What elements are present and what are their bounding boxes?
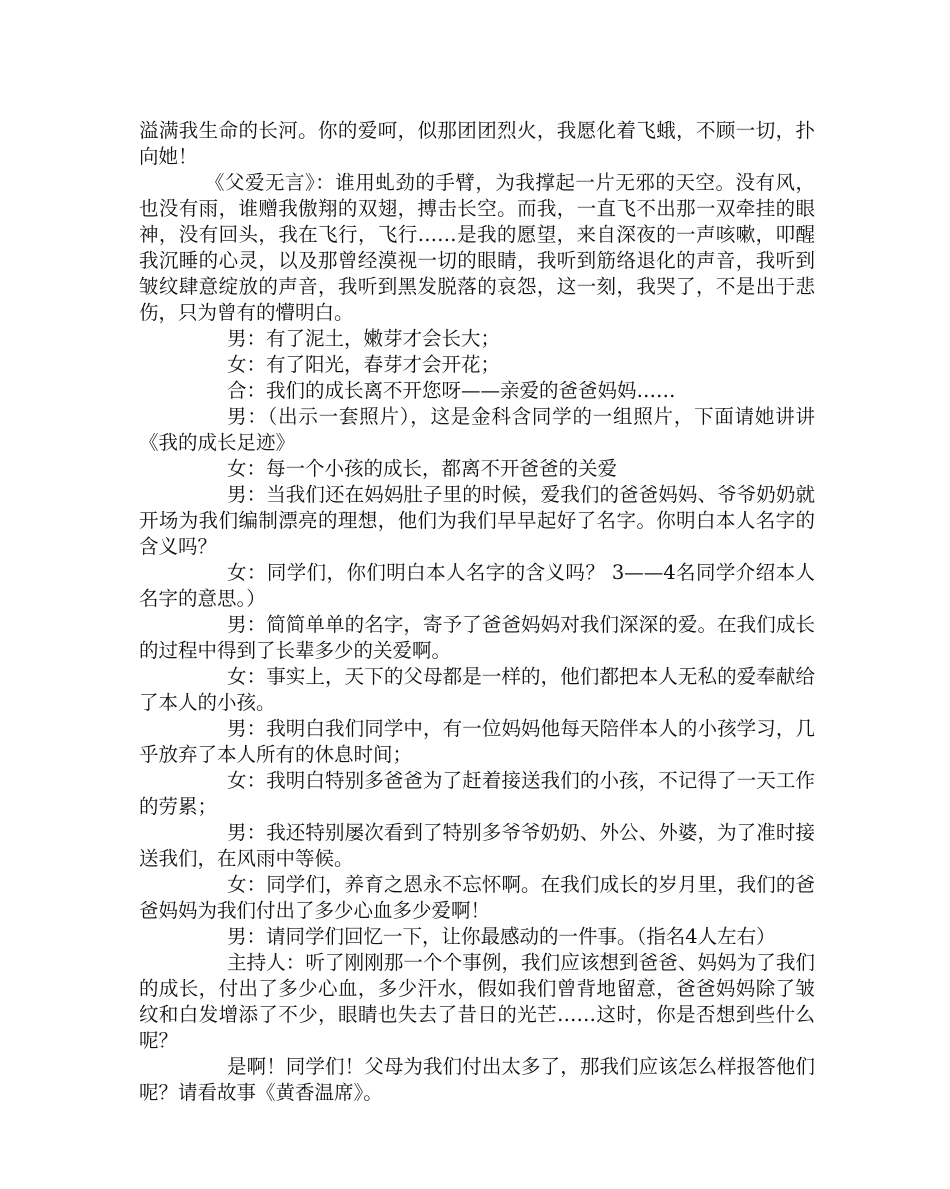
dialog-line-female-fathers: 女：我明白特别多爸爸为了赶着接送我们的小孩，不记得了一天工作的劳累；	[139, 769, 815, 818]
dialog-line-male-simple-names: 男：简简单单的名字，寄予了爸爸妈妈对我们深深的爱。在我们成长的过程中得到了长辈多少的关爱啊。	[139, 613, 815, 662]
dialog-line-male-grandparents: 男：我还特别屡次看到了特别多爷爷奶奶、外公、外婆，为了准时接送我们，在风雨中等候。	[139, 821, 815, 870]
dialog-line-female-name-meaning: 女：同学们，你们明白本人名字的含义吗？ 3——4名同学介绍本人名字的意思。）	[139, 561, 815, 610]
dialog-line-female-parents: 女：事实上，天下的父母都是一样的，他们都把本人无私的爱奉献给了本人的小孩。	[139, 665, 815, 714]
dialog-line-male-soil: 男：有了泥土，嫩芽才会长大；	[227, 327, 501, 350]
document-page	[139, 118, 815, 1106]
dialog-line-male-mother: 男：我明白我们同学中，有一位妈妈他每天陪伴本人的小孩学习，几乎放弃了本人所有的休息时间；	[139, 717, 815, 766]
dialog-line-male-names: 男：当我们还在妈妈肚子里的时候，爱我们的爸爸妈妈、爷爷奶奶就开场为我们编制漂亮的理想，他们为我们早早起好了名字。你明白本人名字的含义吗？	[139, 483, 815, 558]
dialog-line-male-recall: 男：请同学们回忆一下，让你最感动的一件事。（指名4人左右）	[227, 925, 776, 948]
paragraph-love-river: 溢满我生命的长河。你的爱呵，似那团团烈火，我愿化着飞蛾，不顾一切，扑向她！	[139, 119, 815, 168]
dialog-line-female-gratitude: 女：同学们，养育之恩永不忘怀啊。在我们成长的岁月里，我们的爸爸妈妈为我们付出了多少心血多少爱啊！	[139, 873, 815, 922]
dialog-line-female-father-care: 女：每一个小孩的成长，都离不开爸爸的关爱	[227, 457, 618, 480]
dialog-line-host: 主持人：听了刚刚那一个个事例，我们应该想到爸爸、妈妈为了我们的成长，付出了多少心血，多少汗水，假如我们曾背地留意，爸爸妈妈除了皱纹和白发增添了不少，眼睛也失去了昔日的光芒……这时，你是否想到些什么呢？	[139, 951, 815, 1052]
dialog-line-male-photos: 男：（出示一套照片），这是金科含同学的一组照片，下面请她讲讲《我的成长足迹》	[139, 405, 815, 454]
dialog-line-female-sunshine: 女：有了阳光，春芽才会开花；	[227, 353, 501, 376]
dialog-line-together: 合：我们的成长离不开您呀——亲爱的爸爸妈妈……	[227, 379, 676, 402]
paragraph-closing-story: 是啊！同学们！父母为我们付出太多了，那我们应该怎么样报答他们呢？请看故事《黄香温席》。	[139, 1055, 815, 1104]
paragraph-silent-father-love: 《父爱无言》：谁用虬劲的手臂，为我撑起一片无邪的天空。没有风，也没有雨，谁赠我傲翔的双翅，搏击长空。而我，一直飞不出那一双牵挂的眼神，没有回头，我在飞行，飞行……是我的愿望，来自深夜的一声咳嗽，叩醒我沉睡的心灵，以及那曾经漠视一切的眼睛，我听到筋络退化的声音，我听到皱纹肆意绽放的声音，我听到黑发脱落的哀怨，这一刻，我哭了，不是出于悲伤，只为曾有的懵明白。	[139, 171, 815, 324]
